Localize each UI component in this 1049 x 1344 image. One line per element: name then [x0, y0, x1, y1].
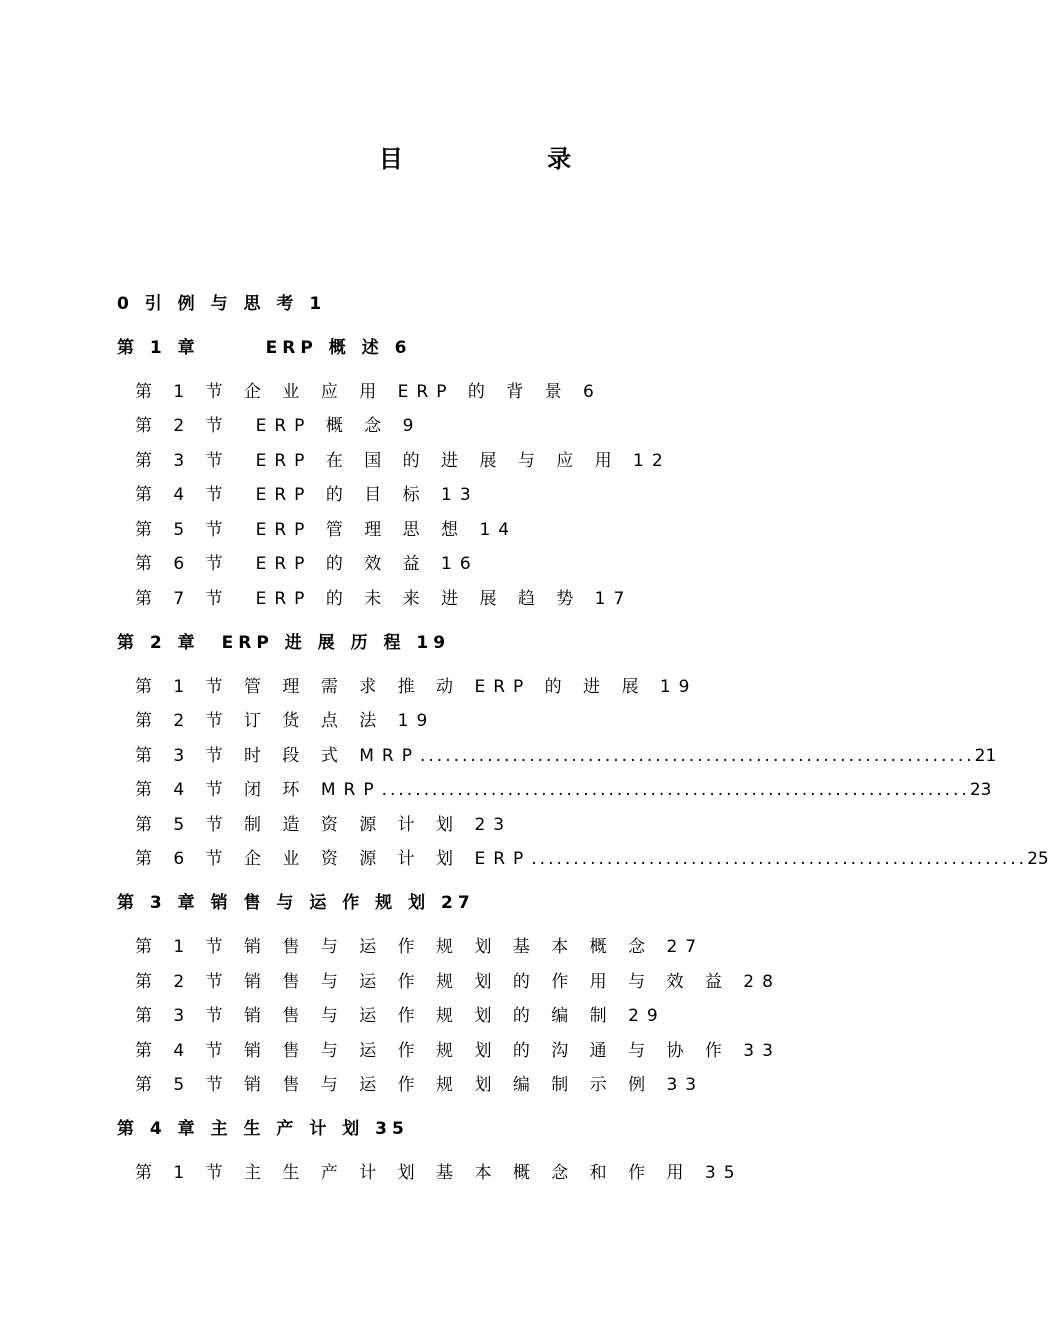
toc-chapter-entry[interactable]: 第 2 章 ERP 进 展 历 程 19 [117, 633, 451, 653]
toc-section-entry[interactable]: 第 2 节 销 售 与 运 作 规 划 的 作 用 与 效 益 28 [135, 972, 781, 992]
toc-section-entry[interactable] [135, 744, 997, 768]
toc-section-entry[interactable]: 第 5 节 制 造 资 源 计 划 23 [135, 815, 513, 835]
toc-section-entry[interactable]: 第 3 节 销 售 与 运 作 规 划 的 编 制 29 [135, 1006, 666, 1026]
toc-page-number: 23 [969, 780, 992, 800]
toc-section-entry[interactable]: 第 6 节 ERP 的 效 益 16 [135, 554, 479, 574]
toc-section-entry[interactable]: 第 1 节 企 业 应 用 ERP 的 背 景 6 [135, 382, 602, 402]
toc-section-entry[interactable]: 第 2 节 ERP 概 念 9 [135, 416, 422, 436]
toc-chapter-entry[interactable]: 第 3 章 销 售 与 运 作 规 划 27 [117, 893, 475, 913]
toc-chapter-entry[interactable]: 第 1 章 ERP 概 述 6 [117, 338, 412, 358]
toc-section-entry[interactable]: 第 3 节 ERP 在 国 的 进 展 与 应 用 12 [135, 451, 671, 471]
toc-entry-title: 第 6 节 企 业 资 源 计 划 ERP [135, 849, 532, 869]
toc-chapter-entry[interactable]: 第 4 章 主 生 产 计 划 35 [117, 1119, 409, 1139]
toc-leader-dots: .................................................................. [419, 746, 975, 766]
toc-section-entry[interactable]: 第 4 节 销 售 与 运 作 规 划 的 沟 通 与 协 作 33 [135, 1041, 781, 1061]
toc-entry-title: 第 4 节 闭 环 MRP [135, 780, 382, 800]
toc-leader-dots: ........................................................... [531, 849, 1028, 869]
toc-leader-dots: ...................................................................... [381, 780, 970, 800]
page-title: 目 录 [378, 145, 640, 173]
toc-section-entry[interactable] [135, 778, 992, 802]
toc-page-number: 25 [1027, 849, 1049, 869]
toc-section-entry[interactable]: 第 5 节 销 售 与 运 作 规 划 编 制 示 例 33 [135, 1075, 705, 1095]
toc-section-entry[interactable]: 第 7 节 ERP 的 未 来 进 展 趋 势 17 [135, 589, 633, 609]
toc-section-entry[interactable]: 第 5 节 ERP 管 理 思 想 14 [135, 520, 518, 540]
toc-entry-title: 第 3 节 时 段 式 MRP [135, 746, 420, 766]
toc-section-entry[interactable]: 第 2 节 订 货 点 法 19 [135, 711, 436, 731]
toc-section-entry[interactable]: 第 1 节 销 售 与 运 作 规 划 基 本 概 念 27 [135, 937, 705, 957]
toc-chapter-entry[interactable]: 0 引 例 与 思 考 1 [117, 294, 327, 314]
toc-section-entry[interactable]: 第 1 节 管 理 需 求 推 动 ERP 的 进 展 19 [135, 677, 698, 697]
toc-section-entry[interactable]: 第 4 节 ERP 的 目 标 13 [135, 485, 479, 505]
toc-section-entry[interactable]: 第 1 节 主 生 产 计 划 基 本 概 念 和 作 用 35 [135, 1163, 743, 1183]
toc-page-number: 21 [974, 746, 997, 766]
toc-section-entry[interactable] [135, 847, 1049, 871]
